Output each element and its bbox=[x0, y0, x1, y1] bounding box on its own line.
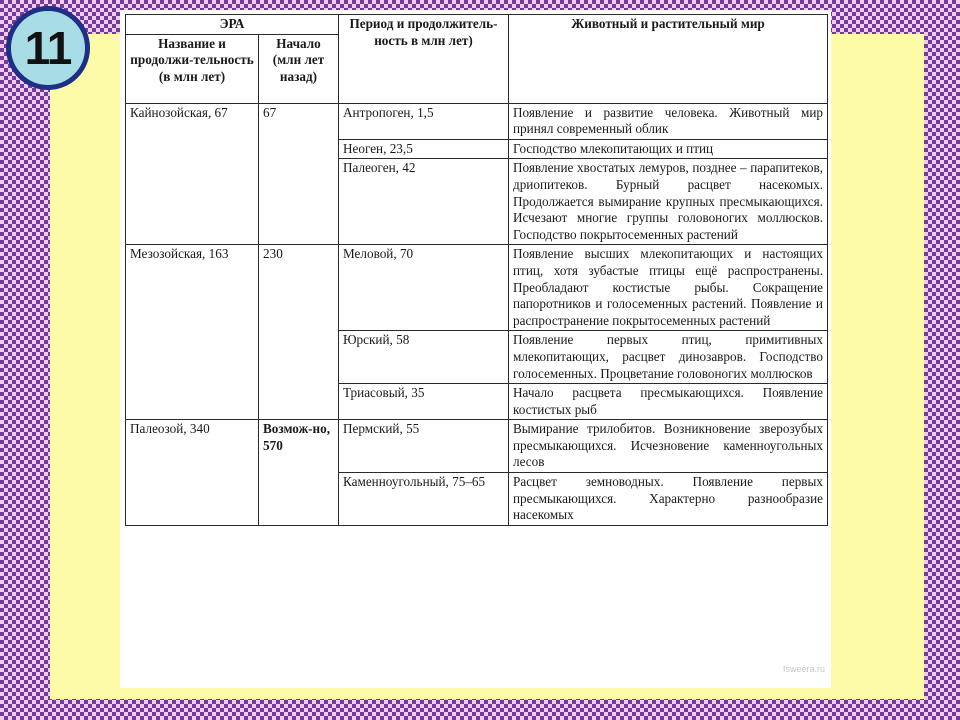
table-row bbox=[126, 103, 828, 139]
life-cell: Появление и развитие человека. Животный мир принял современный облик bbox=[509, 103, 828, 139]
geological-eras-table bbox=[125, 14, 828, 526]
period-cell: Меловой, 70 bbox=[339, 245, 509, 331]
era-start-cell: Возмож-но, 570 bbox=[259, 420, 339, 526]
period-cell: Палеоген, 42 bbox=[339, 159, 509, 245]
life-cell: Вымирание трилобитов. Возникновение зверозубых пресмыкающихся. Исчезновение каменноугольных лесов bbox=[509, 420, 828, 473]
table-row bbox=[126, 420, 828, 473]
period-cell: Неоген, 23,5 bbox=[339, 139, 509, 159]
life-cell: Появление высших млекопитающих и настоящих птиц, хотя зубастые птицы ещё распространены. Преобладают костистые рыбы. Сокращение папоротников и голосеменных растений. Появление и распространение покрытосеменных растений bbox=[509, 245, 828, 331]
era-name-cell: Палеозой, 340 bbox=[126, 420, 259, 526]
era-name-cell: Мезозойская, 163 bbox=[126, 245, 259, 420]
table-row bbox=[126, 245, 828, 331]
period-cell: Каменноугольный, 75–65 bbox=[339, 473, 509, 526]
life-cell: Расцвет земноводных. Появление первых пресмыкающихся. Характерно разнообразие насекомых bbox=[509, 473, 828, 526]
header-period: Период и продолжитель-ность в млн лет) bbox=[339, 15, 509, 104]
slide-number: 11 bbox=[24, 22, 72, 74]
life-cell: Появление первых птиц, примитивных млекопитающих, расцвет динозавров. Господство голосеменных. Процветание головоногих моллюсков bbox=[509, 331, 828, 384]
era-name-cell: Кайнозойская, 67 bbox=[126, 103, 259, 245]
header-start: Начало (млн лет назад) bbox=[259, 34, 339, 103]
life-cell: Появление хвостатых лемуров, позднее – парапитеков, дриопитеков. Бурный расцвет насекомых. Продолжается вымирание крупных пресмыкающихся. Исчезают многие группы головоногих моллюсков. Господство покрытосеменных растений bbox=[509, 159, 828, 245]
era-start-cell: 230 bbox=[259, 245, 339, 420]
period-cell: Пермский, 55 bbox=[339, 420, 509, 473]
life-cell: Начало расцвета пресмыкающихся. Появление костистых рыб bbox=[509, 384, 828, 420]
header-name: Название и продолжи-тельность (в млн лет) bbox=[126, 34, 259, 103]
scanned-table-page bbox=[120, 10, 831, 688]
life-cell: Господство млекопитающих и птиц bbox=[509, 139, 828, 159]
header-row-top bbox=[126, 15, 828, 35]
header-life: Животный и растительный мир bbox=[509, 15, 828, 104]
period-cell: Антропоген, 1,5 bbox=[339, 103, 509, 139]
slide-number-badge bbox=[6, 6, 90, 90]
watermark: fsweera.ru bbox=[782, 664, 825, 674]
era-start-cell: 67 bbox=[259, 103, 339, 245]
header-era: ЭРА bbox=[126, 15, 339, 35]
period-cell: Юрский, 58 bbox=[339, 331, 509, 384]
period-cell: Триасовый, 35 bbox=[339, 384, 509, 420]
